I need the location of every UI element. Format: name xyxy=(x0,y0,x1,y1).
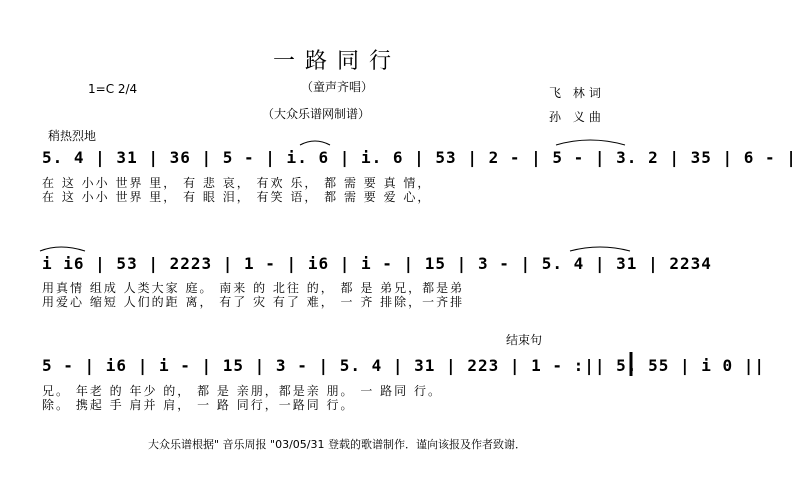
slur-row-1 xyxy=(300,141,330,145)
lyric-row-3-verse-2: 除。 携起 手 肩并 肩， 一 路 同行，一路同 行。 xyxy=(42,398,355,412)
footer-note: 大众乐谱根据" 音乐周报 "03/05/31 登载的歌谱制作．谨向该报及作者致谢． xyxy=(147,438,526,451)
lyricist-credit: 飞 林词 xyxy=(549,86,605,100)
lyric-row-2-verse-1: 用真情 组成 人类大家 庭。 南来 的 北往 的， 都 是 弟兄，都是弟 xyxy=(42,281,465,295)
song-title: 一路同行 xyxy=(272,49,401,74)
lyric-row-1-verse-2: 在 这 小小 世界 里， 有 眼 泪， 有笑 语， 都 需 要 爱 心， xyxy=(42,190,432,204)
lyric-row-2-verse-2: 用爱心 缩短 人们的距 离， 有了 灾 有了 难， 一 齐 排除，一齐排 xyxy=(42,295,465,309)
tie-row-2 xyxy=(570,247,630,251)
lyric-row-1-verse-1: 在 这 小小 世界 里， 有 悲 哀， 有欢 乐， 都 需 要 真 情， xyxy=(42,176,432,190)
key-signature: 1=C 2/4 xyxy=(88,82,138,96)
notation-row-3: 5 - | i6 | i - | 15 | 3 - | 5. 4 | 31 | 223 | 1 - :|| 5. 55 | i 0 || xyxy=(42,356,766,375)
song-subtitle: （童声齐唱） xyxy=(300,80,373,94)
slur-row-2 xyxy=(40,247,85,251)
source-credit: （大众乐谱网制谱） xyxy=(262,107,371,121)
composer-credit: 孙 义曲 xyxy=(549,110,605,124)
tie-row-1 xyxy=(556,140,625,145)
ending-label: 结束句 xyxy=(506,333,543,347)
lyric-row-3-verse-1: 兄。 年老 的 年少 的， 都 是 亲朋，都是亲 朋。 一 路同 行。 xyxy=(42,384,442,398)
tempo-marking: 稍热烈地 xyxy=(48,129,97,143)
notation-row-2: i i6 | 53 | 2223 | 1 - | i6 | i - | 15 | 3 - | 5. 4 | 31 | 2234 xyxy=(42,254,712,273)
notation-row-1: 5. 4 | 31 | 36 | 5 - | i. 6 | i. 6 | 53 | 2 - | 5 - | 3. 2 | 35 | 6 - | xyxy=(42,148,797,167)
